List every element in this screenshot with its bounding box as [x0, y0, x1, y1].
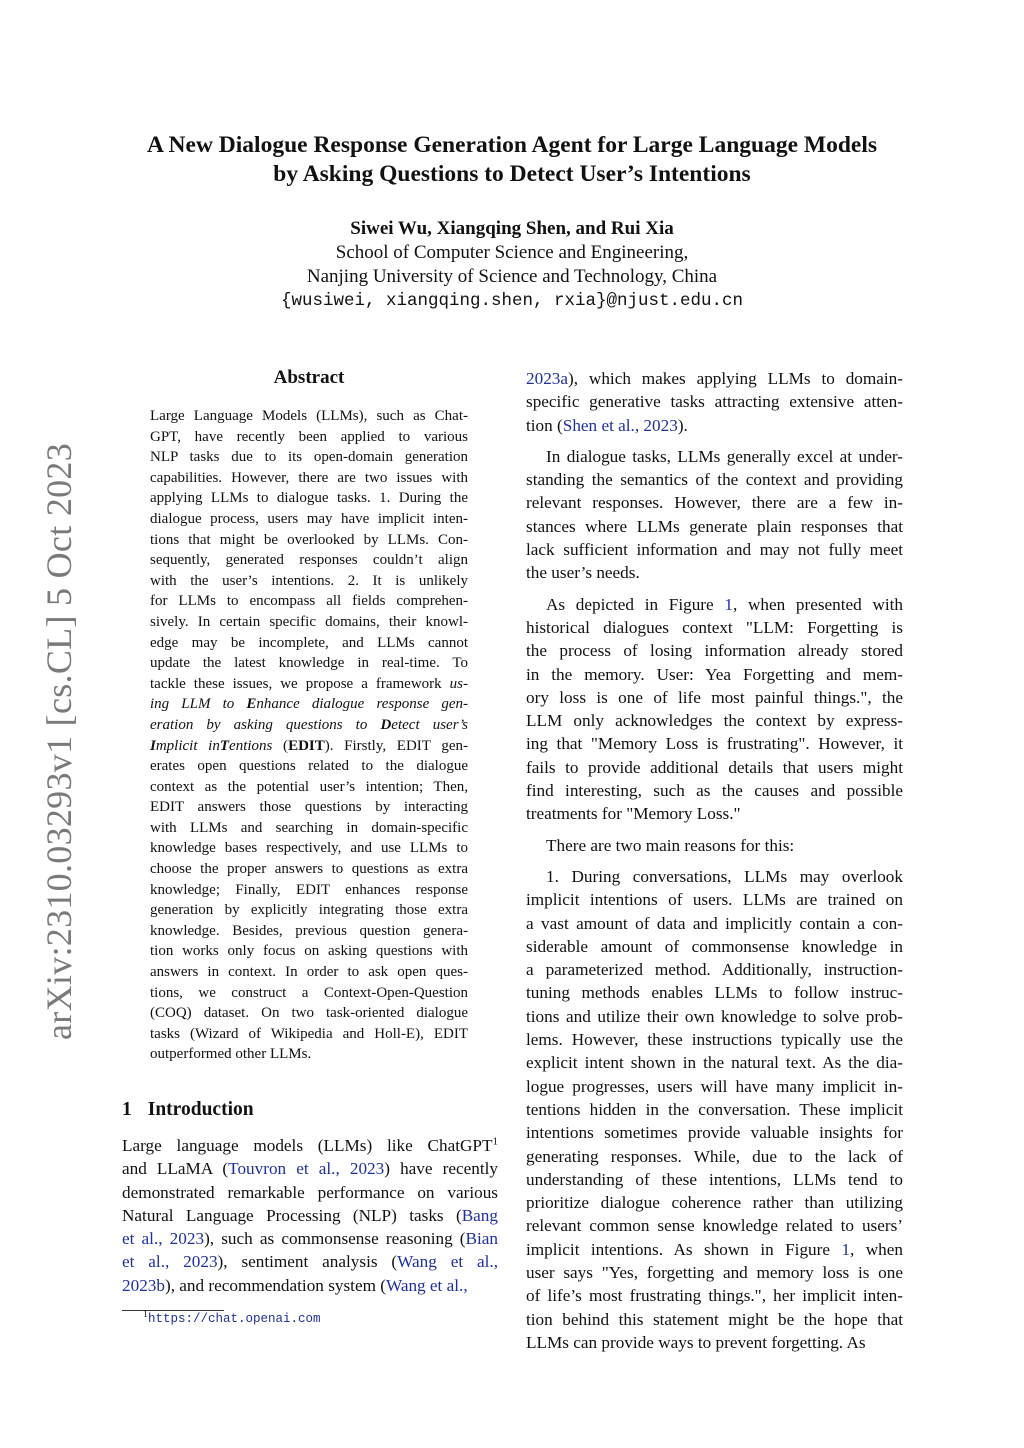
text-line: a parameterized method. Additionally, instruction-: [526, 960, 903, 980]
abstract-line: tions, we construct a Context-Open-Question: [150, 984, 468, 1001]
section-title: Introduction: [147, 1099, 254, 1120]
text-line: historical dialogues context "LLM: Forgetting is: [526, 617, 903, 637]
abstract-line: outperformed other LLMs.: [150, 1046, 312, 1063]
abstract-line: context as the potential user’s intention; Then,: [150, 778, 468, 795]
text-line: standing the semantics of the context and providing: [526, 470, 903, 490]
abstract-line: for LLMs to encompass all fields comprehen-: [150, 593, 468, 610]
section-heading: [122, 1099, 254, 1121]
text-line: siderable amount of commonsense knowledge in: [526, 936, 903, 956]
text-line: tion behind this statement might be the hope that: [526, 1309, 903, 1329]
abstract-line: capabilities. However, there are two issues with: [150, 469, 468, 486]
abstract-line: NLP tasks due to its open-domain generation: [150, 449, 468, 466]
abstract-line: tions that might be overlooked by LLMs. Con-: [150, 531, 468, 548]
abstract-line: knowledge. Besides, previous question genera-: [150, 922, 468, 939]
abstract-line: generation by explicitly integrating those extra: [150, 902, 468, 919]
abstract-line: GPT, have recently been applied to various: [150, 428, 468, 445]
text-line: lems. However, these instructions typically use the: [526, 1030, 903, 1050]
abstract-line: tackle these issues, we propose a framework us-: [150, 675, 468, 692]
abstract-line: with the user’s intentions. 2. It is unlikely: [150, 572, 468, 589]
abstract-line: dialogue process, users may have implicit inten-: [150, 510, 468, 527]
author-emails: {wusiwei, xiangqing.shen, rxia}@njust.edu.cn: [280, 291, 744, 311]
footnote-ref: 1: [492, 1135, 498, 1148]
text-line: implicit intentions of users. LLMs are trained on: [526, 890, 903, 910]
affiliation-line: School of Computer Science and Engineering,: [335, 242, 689, 263]
text-line: and LLaMA (Touvron et al., 2023) have recently: [122, 1159, 498, 1179]
abstract-line: tion works only focus on asking questions with: [150, 943, 468, 960]
author-names: Siwei Wu, Xiangqing Shen, and Rui Xia: [350, 218, 674, 239]
text-line: relevant common sense knowledge related to users’: [526, 1216, 903, 1236]
abstract-line: knowledge; Finally, EDIT enhances response: [150, 881, 468, 898]
abstract-line: sively. In certain specific domains, their knowl-: [150, 613, 468, 630]
title-line: A New Dialogue Response Generation Agent for Large Language Models: [147, 132, 877, 158]
introduction-text: [122, 1134, 498, 1297]
abstract-line: knowledge bases respectively, and use LLMs to: [150, 840, 468, 857]
text-line: LLM only acknowledges the context by express-: [526, 711, 903, 731]
paragraph-gap: [526, 437, 903, 445]
text-line: implicit intentions. As shown in Figure 1, when: [526, 1239, 903, 1259]
text-line: treatments for "Memory Loss.": [526, 804, 741, 824]
text-line: ory loss is one of life most painful things.", the: [526, 687, 903, 707]
text-line: user says "Yes, forgetting and memory loss is one: [526, 1262, 903, 1282]
abstract-line: Implicit inTentions (EDIT). Firstly, EDIT gen-: [150, 737, 469, 754]
footnote-mark: 1: [143, 1308, 148, 1320]
abstract-heading: Abstract: [273, 367, 345, 388]
paragraph-gap: [526, 857, 903, 865]
abstract-line: answers in context. In order to ask open ques-: [150, 964, 468, 981]
abstract-line: Large Language Models (LLMs), such as Chat-: [150, 408, 468, 424]
paragraph-gap: [526, 585, 903, 593]
abstract-line: erates open questions related to the dialogue: [150, 758, 468, 775]
text-line: the user’s needs.: [526, 563, 640, 583]
paper-title: [0, 131, 1024, 189]
right-column-text: [526, 367, 903, 1354]
text-line: specific generative tasks attracting extensive atten-: [526, 392, 903, 412]
text-line: There are two main reasons for this:: [546, 835, 795, 855]
text-line: stances where LLMs generate plain responses that: [526, 516, 903, 536]
abstract-line: (COQ) dataset. On two task-oriented dialogue: [150, 1005, 468, 1022]
abstract-line: update the latest knowledge in real-time. To: [150, 655, 468, 672]
abstract-body: [150, 406, 468, 1065]
text-line: relevant responses. However, there are a few in-: [526, 493, 903, 513]
text-line: tions and utilize their own knowledge to solve prob-: [526, 1006, 903, 1026]
text-line: et al., 2023), sentiment analysis (Wang et al.,: [122, 1252, 498, 1272]
abstract-line: applying LLMs to dialogue tasks. 1. During the: [150, 490, 468, 507]
abstract-line: ing LLM to Enhance dialogue response gen-: [150, 696, 469, 713]
text-line: the process of losing information already stored: [526, 641, 903, 661]
text-line: understanding of these intentions, LLMs tend to: [526, 1169, 903, 1189]
paragraph-gap: [526, 826, 903, 834]
text-line: 2023a), which makes applying LLMs to domain-: [526, 369, 903, 388]
text-line: fails to provide additional details that users might: [526, 757, 903, 777]
footnote-divider: [122, 1310, 224, 1311]
text-line: intentions sometimes provide valuable insights for: [526, 1123, 903, 1143]
abstract-line: edge may be incomplete, and LLMs cannot: [150, 634, 468, 651]
text-line: a vast amount of data and implicitly contain a con-: [526, 913, 903, 933]
text-line: demonstrated remarkable performance on various: [122, 1182, 498, 1202]
arxiv-identifier-stamp: arXiv:2310.03293v1 [cs.CL] 5 Oct 2023: [39, 442, 79, 1040]
text-line: Large language models (LLMs) like ChatGPT$^1$: [122, 1135, 498, 1155]
text-line: Natural Language Processing (NLP) tasks (Bang: [122, 1205, 498, 1225]
abstract-line: eration by asking questions to Detect user’s: [150, 716, 468, 733]
author-block: [0, 217, 1024, 313]
text-line: prioritize dialogue coherence rather than utilizing: [526, 1193, 903, 1213]
abstract-line: tasks (Wizard of Wikipedia and Holl-E), EDIT: [150, 1025, 468, 1042]
text-line: tentions hidden in the conversation. These implicit: [526, 1099, 903, 1119]
text-line: et al., 2023), such as commonsense reasoning (Bian: [122, 1229, 498, 1249]
footnote: [143, 1308, 321, 1326]
text-line: ing that "Memory Loss is frustrating". However, it: [526, 734, 903, 754]
text-line: 2023b), and recommendation system (Wang et al.,: [122, 1275, 468, 1295]
abstract-line: sequently, generated responses couldn’t align: [150, 552, 468, 569]
text-line: generating responses. While, due to the lack of: [526, 1146, 903, 1166]
text-line: explicit intent shown in the natural text. As the dia-: [526, 1053, 903, 1073]
abstract-line: EDIT answers those questions by interacting: [150, 799, 468, 816]
text-line: in the memory. User: Yea Forgetting and mem-: [526, 664, 903, 684]
text-line: LLMs can provide ways to prevent forgetting. As: [526, 1332, 866, 1352]
text-line: find interesting, such as the causes and possible: [526, 781, 903, 801]
text-line: tion (Shen et al., 2023).: [526, 415, 688, 435]
text-line: tuning methods enables LLMs to follow instruc-: [526, 983, 903, 1003]
text-line: of life’s most frustrating things.", her implicit inten-: [526, 1286, 903, 1306]
footnote-link[interactable]: https://chat.openai.com: [148, 1312, 321, 1326]
abstract-line: with LLMs and searching in domain-specific: [150, 819, 468, 836]
text-line: In dialogue tasks, LLMs generally excel at under-: [546, 446, 903, 466]
text-line: 1. During conversations, LLMs may overlook: [546, 866, 903, 886]
section-number: 1: [122, 1099, 132, 1120]
abstract-line: choose the proper answers to questions as extra: [150, 861, 468, 878]
title-line: by Asking Questions to Detect User’s Intentions: [273, 161, 751, 187]
text-line: logue progresses, users will have many implicit in-: [526, 1076, 903, 1096]
text-line: As depicted in Figure 1, when presented with: [546, 594, 904, 614]
text-line: lack sufficient information and may not fully meet: [526, 540, 903, 560]
affiliation-line: Nanjing University of Science and Technology, China: [306, 266, 718, 287]
